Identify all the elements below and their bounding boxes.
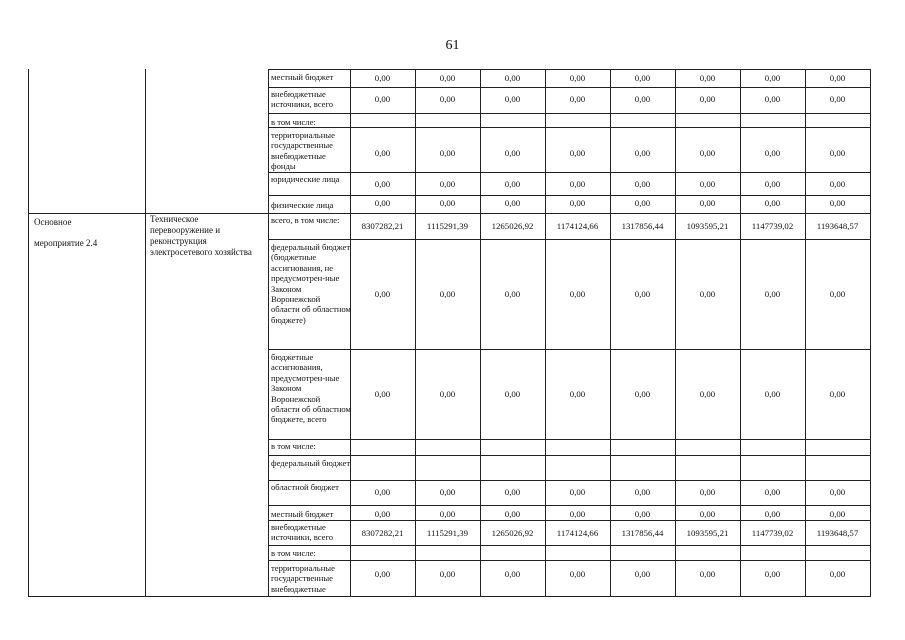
page-number: 61 bbox=[445, 38, 460, 53]
row-value: 0,00 bbox=[634, 198, 651, 208]
row-value: 0,00 bbox=[829, 148, 846, 158]
activity-title bbox=[150, 214, 266, 258]
row-value: 1115291,39 bbox=[426, 221, 469, 231]
row-value: 0,00 bbox=[699, 94, 716, 104]
table-rule bbox=[28, 596, 871, 597]
row-value: 1115291,39 bbox=[426, 528, 469, 538]
row-label: физические лица bbox=[271, 200, 334, 210]
row-value: 0,00 bbox=[699, 73, 716, 83]
row-value: 0,00 bbox=[504, 569, 521, 579]
row-label: юридические лица bbox=[271, 174, 340, 184]
row-value: 0,00 bbox=[569, 148, 586, 158]
table-rule bbox=[268, 172, 871, 173]
row-value: 0,00 bbox=[569, 509, 586, 519]
row-value: 0,00 bbox=[374, 509, 391, 519]
row-value: 0,00 bbox=[439, 198, 456, 208]
row-value: 0,00 bbox=[504, 389, 521, 399]
row-value: 0,00 bbox=[374, 289, 391, 299]
row-value: 8307282,21 bbox=[361, 221, 404, 231]
row-value: 0,00 bbox=[764, 179, 781, 189]
row-label: в том числе: bbox=[271, 441, 316, 451]
row-value: 0,00 bbox=[634, 148, 651, 158]
row-value: 0,00 bbox=[699, 569, 716, 579]
row-value: 0,00 bbox=[829, 389, 846, 399]
row-value: 0,00 bbox=[439, 73, 456, 83]
row-label: в том числе: bbox=[271, 117, 316, 127]
row-value: 0,00 bbox=[569, 569, 586, 579]
row-value: 0,00 bbox=[634, 179, 651, 189]
row-value: 0,00 bbox=[374, 569, 391, 579]
row-value: 0,00 bbox=[829, 289, 846, 299]
row-value: 0,00 bbox=[699, 509, 716, 519]
row-label: внебюджетные источники, всего bbox=[271, 522, 334, 543]
row-value: 0,00 bbox=[569, 389, 586, 399]
row-value: 0,00 bbox=[374, 73, 391, 83]
row-value: 0,00 bbox=[699, 198, 716, 208]
row-value: 1147739,02 bbox=[751, 221, 794, 231]
row-value: 0,00 bbox=[439, 569, 456, 579]
row-value: 0,00 bbox=[829, 73, 846, 83]
row-value: 0,00 bbox=[764, 148, 781, 158]
row-value: 0,00 bbox=[504, 198, 521, 208]
row-value: 0,00 bbox=[829, 179, 846, 189]
row-label: федеральный бюджет (бюджетные ассигнования, не предусмотрен-ные Законом Воронежской области об областном бюджете) bbox=[271, 242, 351, 325]
row-value: 0,00 bbox=[504, 289, 521, 299]
row-value: 0,00 bbox=[504, 148, 521, 158]
row-value: 1265026,92 bbox=[491, 221, 534, 231]
row-value: 0,00 bbox=[764, 289, 781, 299]
table-rule bbox=[268, 439, 871, 440]
activity-code-line: Основное bbox=[34, 217, 72, 227]
row-value: 0,00 bbox=[829, 569, 846, 579]
activity-title-line: перевооружение и bbox=[150, 225, 221, 235]
row-value: 1174124,66 bbox=[556, 221, 599, 231]
table-rule bbox=[268, 213, 871, 214]
activity-title-line: реконструкция bbox=[150, 236, 207, 246]
row-value: 0,00 bbox=[634, 509, 651, 519]
row-value: 0,00 bbox=[764, 487, 781, 497]
row-label: федеральный бюджет bbox=[271, 458, 351, 468]
row-label: в том числе: bbox=[271, 548, 316, 558]
row-label: местный бюджет bbox=[271, 72, 334, 82]
row-value: 0,00 bbox=[764, 509, 781, 519]
row-value: 0,00 bbox=[439, 94, 456, 104]
table-rule bbox=[268, 505, 871, 506]
row-value: 0,00 bbox=[634, 94, 651, 104]
row-value: 0,00 bbox=[634, 73, 651, 83]
table-rule bbox=[268, 195, 871, 196]
table-rule bbox=[145, 69, 146, 596]
table-rule bbox=[268, 349, 871, 350]
row-value: 0,00 bbox=[569, 73, 586, 83]
row-value: 0,00 bbox=[764, 569, 781, 579]
row-value: 1093595,21 bbox=[686, 528, 729, 538]
row-value: 0,00 bbox=[634, 389, 651, 399]
row-value: 0,00 bbox=[439, 179, 456, 189]
row-value: 0,00 bbox=[699, 389, 716, 399]
row-value: 0,00 bbox=[829, 198, 846, 208]
row-value: 0,00 bbox=[439, 509, 456, 519]
row-value: 0,00 bbox=[829, 509, 846, 519]
row-value: 0,00 bbox=[439, 389, 456, 399]
row-value: 0,00 bbox=[764, 389, 781, 399]
row-value: 0,00 bbox=[374, 94, 391, 104]
row-value: 0,00 bbox=[764, 94, 781, 104]
row-value: 0,00 bbox=[699, 289, 716, 299]
row-value: 1317856,44 bbox=[621, 221, 664, 231]
activity-title-line: электросетевого хозяйства bbox=[150, 247, 252, 257]
row-value: 8307282,21 bbox=[361, 528, 404, 538]
row-value: 0,00 bbox=[829, 487, 846, 497]
row-value: 1174124,66 bbox=[556, 528, 599, 538]
row-value: 0,00 bbox=[439, 289, 456, 299]
row-value: 0,00 bbox=[569, 94, 586, 104]
row-value: 1193648,57 bbox=[816, 528, 859, 538]
row-value: 0,00 bbox=[764, 198, 781, 208]
row-label: бюджетные ассигнования, предусмотрен-ные Законом Воронежской области об областном бюджете, всего bbox=[271, 352, 351, 425]
table-rule bbox=[268, 520, 871, 521]
row-value: 1147739,02 bbox=[751, 528, 794, 538]
table-rule bbox=[268, 69, 269, 596]
table-rule bbox=[268, 127, 871, 128]
row-value: 0,00 bbox=[569, 289, 586, 299]
row-value: 0,00 bbox=[504, 73, 521, 83]
row-value: 0,00 bbox=[569, 487, 586, 497]
row-value: 0,00 bbox=[699, 179, 716, 189]
row-value: 0,00 bbox=[569, 198, 586, 208]
row-label: территориальные государственные внебюджетные фонды bbox=[271, 130, 335, 172]
table-rule bbox=[268, 545, 871, 546]
row-value: 0,00 bbox=[439, 148, 456, 158]
row-label: внебюджетные источники, всего bbox=[271, 89, 334, 110]
row-value: 0,00 bbox=[504, 94, 521, 104]
row-value: 1317856,44 bbox=[621, 528, 664, 538]
table-rule bbox=[268, 239, 871, 240]
table-rule bbox=[28, 69, 29, 596]
table-rule bbox=[268, 455, 871, 456]
activity-code bbox=[34, 217, 142, 249]
row-value: 0,00 bbox=[504, 487, 521, 497]
row-value: 0,00 bbox=[569, 179, 586, 189]
row-value: 0,00 bbox=[634, 289, 651, 299]
activity-title-line: Техническое bbox=[150, 214, 199, 224]
row-value: 0,00 bbox=[764, 73, 781, 83]
table-rule bbox=[268, 87, 871, 88]
row-value: 0,00 bbox=[634, 569, 651, 579]
row-value: 0,00 bbox=[634, 487, 651, 497]
row-value: 0,00 bbox=[504, 509, 521, 519]
row-value: 0,00 bbox=[504, 179, 521, 189]
row-label: областной бюджет bbox=[271, 482, 339, 492]
row-value: 1265026,92 bbox=[491, 528, 534, 538]
row-value: 0,00 bbox=[374, 487, 391, 497]
table-rule bbox=[268, 69, 871, 70]
row-value: 0,00 bbox=[439, 487, 456, 497]
row-label: всего, в том числе: bbox=[271, 215, 340, 225]
row-value: 0,00 bbox=[374, 179, 391, 189]
table-rule bbox=[268, 560, 871, 561]
row-value: 1093595,21 bbox=[686, 221, 729, 231]
row-label: местный бюджет bbox=[271, 509, 334, 519]
table-rule bbox=[268, 480, 871, 481]
row-value: 0,00 bbox=[374, 198, 391, 208]
row-value: 1193648,57 bbox=[816, 221, 859, 231]
row-value: 0,00 bbox=[829, 94, 846, 104]
row-value: 0,00 bbox=[699, 148, 716, 158]
table-rule bbox=[870, 69, 871, 596]
row-label: территориальные государственные внебюджетные bbox=[271, 563, 335, 594]
table-rule bbox=[268, 113, 871, 114]
activity-code-line: мероприятие 2.4 bbox=[34, 238, 98, 248]
row-value: 0,00 bbox=[699, 487, 716, 497]
row-value: 0,00 bbox=[374, 389, 391, 399]
row-value: 0,00 bbox=[374, 148, 391, 158]
